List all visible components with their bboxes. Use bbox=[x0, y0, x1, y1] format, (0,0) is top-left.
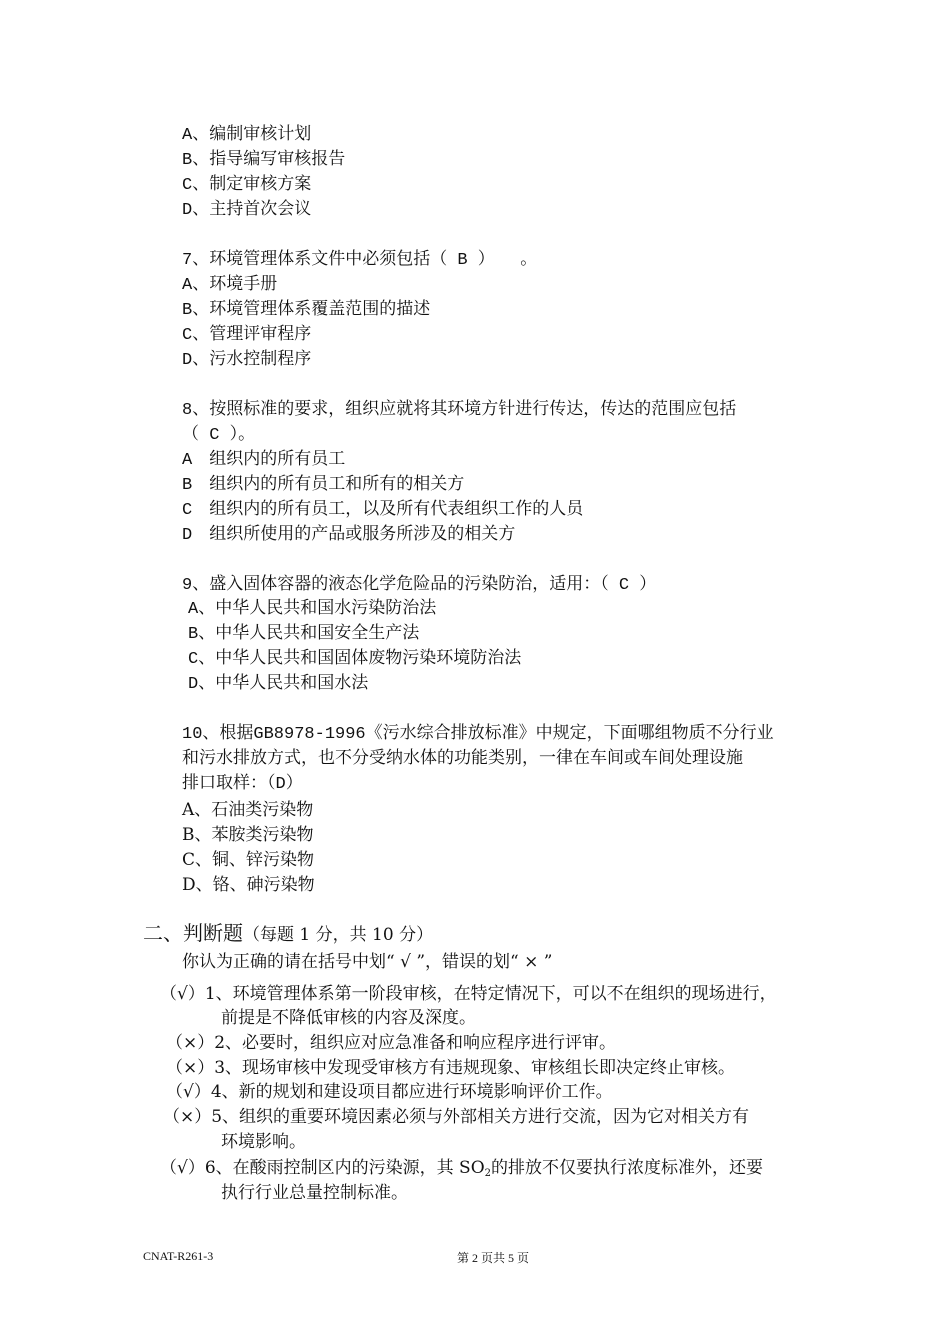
q8-option-b: B 组织内的所有员工和所有的相关方 bbox=[182, 476, 465, 495]
q8-option-c: C 组织内的所有员工，以及所有代表组织工作的人员 bbox=[182, 501, 584, 520]
footer-page-number: 第 2 页共 5 页 bbox=[457, 1251, 530, 1265]
judgment-2: （×）2、必要时，组织应对应急准备和响应程序进行评审。 bbox=[166, 1033, 617, 1053]
judgment-4: （√）4、新的规划和建设项目都应进行环境影响评价工作。 bbox=[166, 1082, 613, 1102]
q8-stem-line1: 8、按照标准的要求，组织应就将其环境方针进行传达，传达的范围应包括 bbox=[182, 401, 737, 420]
q8-option-a: A 组织内的所有员工 bbox=[182, 451, 346, 470]
section-heading bbox=[143, 922, 433, 946]
so2-subscript: 2 bbox=[484, 1168, 492, 1179]
q7-option-c: C、管理评审程序 bbox=[182, 326, 312, 345]
judgment-3: （×）3、现场审核中发现受审核方有违规现象、审核组长即决定终止审核。 bbox=[166, 1058, 736, 1078]
q6-option-c: C、制定审核方案 bbox=[182, 176, 312, 195]
section-scoring-note: （每题 1 分，共 10 分） bbox=[243, 925, 434, 945]
q10-stem-line1: 10、根据GB8978-1996《污水综合排放标准》中规定，下面哪组物质不分行业 bbox=[182, 725, 774, 744]
judgment-1-line1: （√）1、环境管理体系第一阶段审核，在特定情况下，可以不在组织的现场进行， bbox=[160, 984, 777, 1004]
q10-option-a: A、石油类污染物 bbox=[182, 800, 314, 820]
judgment-6-text-post: 的排放不仅要执行浓度标准外，还要 bbox=[491, 1158, 764, 1178]
q10-stem-line3: 排口取样：（D） bbox=[182, 775, 303, 794]
q10-option-b: B、苯胺类污染物 bbox=[182, 825, 314, 845]
q7-option-a: A、环境手册 bbox=[182, 276, 278, 295]
judgment-6-line2: 执行行业总量控制标准。 bbox=[221, 1183, 408, 1203]
q9-stem: 9、盛入固体容器的液态化学危险品的污染防治，适用：（ C ） bbox=[182, 576, 657, 595]
section-title: 二、判断题 bbox=[143, 921, 243, 945]
q6-option-a: A、编制审核计划 bbox=[182, 126, 312, 145]
q10-stem-line2: 和污水排放方式，也不分受纳水体的功能类别，一律在车间或车间处理设施 bbox=[182, 750, 743, 769]
q10-option-d: D、铬、砷污染物 bbox=[182, 875, 315, 895]
q6-option-b: B、指导编写审核报告 bbox=[182, 151, 346, 170]
q7-option-d: D、污水控制程序 bbox=[182, 351, 312, 370]
q9-option-c: C、中华人民共和国固体废物污染环境防治法 bbox=[188, 650, 522, 669]
q9-option-d: D、中华人民共和国水法 bbox=[188, 675, 369, 694]
section-instruction: 你认为正确的请在括号中划“ √ ”，错误的划“ × ” bbox=[182, 952, 553, 972]
judgment-6-text-pre: （√）6、在酸雨控制区内的污染源，其 SO bbox=[160, 1158, 485, 1178]
q7-option-b: B、环境管理体系覆盖范围的描述 bbox=[182, 301, 431, 320]
judgment-5-line2: 环境影响。 bbox=[221, 1132, 306, 1152]
q8-option-d: D 组织所使用的产品或服务所涉及的相关方 bbox=[182, 526, 516, 545]
footer-doc-code: CNAT-R261-3 bbox=[143, 1249, 214, 1263]
q9-option-b: B、中华人民共和国安全生产法 bbox=[188, 625, 420, 644]
judgment-5-line1: （×）5、组织的重要环境因素必须与外部相关方进行交流，因为它对相关方有 bbox=[163, 1107, 750, 1127]
judgment-6-line1 bbox=[160, 1157, 763, 1185]
q9-option-a: A、中华人民共和国水污染防治法 bbox=[188, 600, 437, 619]
q8-stem-line2: （ C ）。 bbox=[182, 426, 256, 445]
q7-stem: 7、环境管理体系文件中必须包括（ B ） 。 bbox=[182, 251, 538, 270]
q10-option-c: C、铜、锌污染物 bbox=[182, 850, 315, 870]
q6-option-d: D、主持首次会议 bbox=[182, 201, 312, 220]
judgment-1-line2: 前提是不降低审核的内容及深度。 bbox=[221, 1008, 476, 1028]
